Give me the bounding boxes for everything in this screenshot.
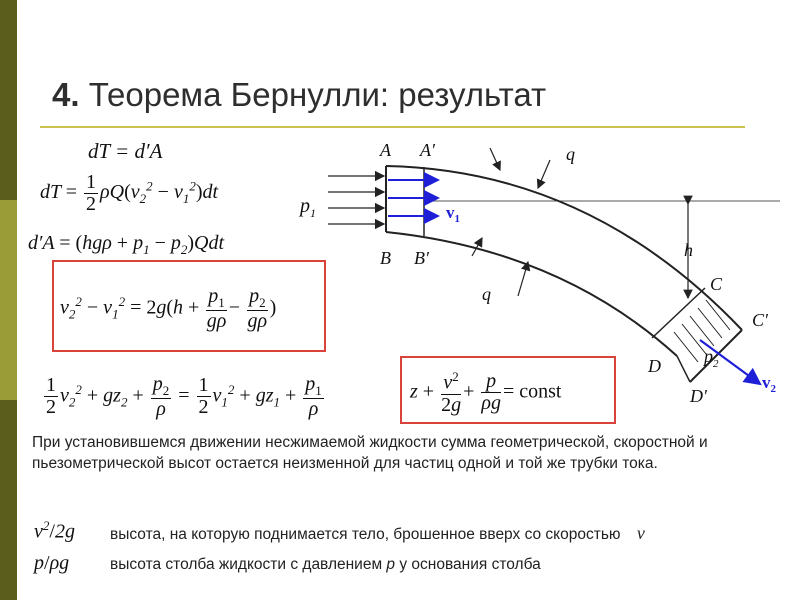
label-b: B [380,248,391,268]
formula-kinetic-change: dT = $\frac{1}{2}$ $\rho Q(v_2^2 - v_1^2)dt$ [40,171,219,215]
conclusion-paragraph: При установившемся движении несжимаемой жидкости сумма геометрической, скоростной и пьезометрической высот остается неизменной для частиц одной и той же трубки тока. [32,434,708,472]
side-force-arrow [518,262,528,296]
label-b-prime: B′ [414,248,429,268]
formula-energy-balance: $\frac{1}{2}$ $v_2^2 + gz_2$ + $\frac{p_2}{\rho}$ = $\frac{1}{2}$ $v_1^2 + gz_1$ + $\frac{p_1}{\rho}$ [46,373,322,420]
side-force-arrow [538,160,550,188]
slide-number: 4. [52,76,80,113]
label-d-prime: D′ [690,386,707,406]
pressure-head-definition: высота столба жидкости с давлением p у основания столба [110,556,541,573]
section-c-prime-d-prime [690,330,742,382]
pressure-head-formula: p/ρg [34,552,70,574]
formula-bernoulli-const: z + $\frac{v^2}{2g}$ + $\frac{p}{\rho g}$ = const [410,369,562,416]
label-p1: $p_1$ [300,195,316,220]
label-c: C [710,274,723,294]
side-force-arrow [490,148,500,170]
formula-work-energy: dT = d′A [88,139,163,163]
label-q-bottom: q [482,284,491,304]
label-a: A [380,140,391,160]
formula-velocity-difference: $v_2^2 - v_1^2 = 2g(h$ + $\frac{p_1}{g\rho}$ − $\frac{p_2}{g\rho}$ ) [60,285,277,332]
velocity-head-formula: $v^2/2g$ [34,518,75,543]
tube-wall-bottom [386,232,677,356]
label-d: D [648,356,661,376]
formula-work: $d'A = (hg\rho + p_1 - p_2)Qdt$ [28,232,225,257]
label-v1: $v_1$ [446,203,460,225]
label-a-prime: A′ [420,140,435,160]
section-cd [652,288,705,338]
label-c-prime: C′ [752,310,768,330]
label-p2: $p_2$ [704,346,719,370]
label-v2: $v_2$ [762,373,776,395]
slide-title-text: Теорема Бернулли: результат [88,76,547,113]
label-h: h [684,240,693,260]
label-q-top: q [566,144,575,164]
velocity-head-definition: высота, на которую поднимается тело, брошенное вверх со скоростью v [110,523,645,543]
